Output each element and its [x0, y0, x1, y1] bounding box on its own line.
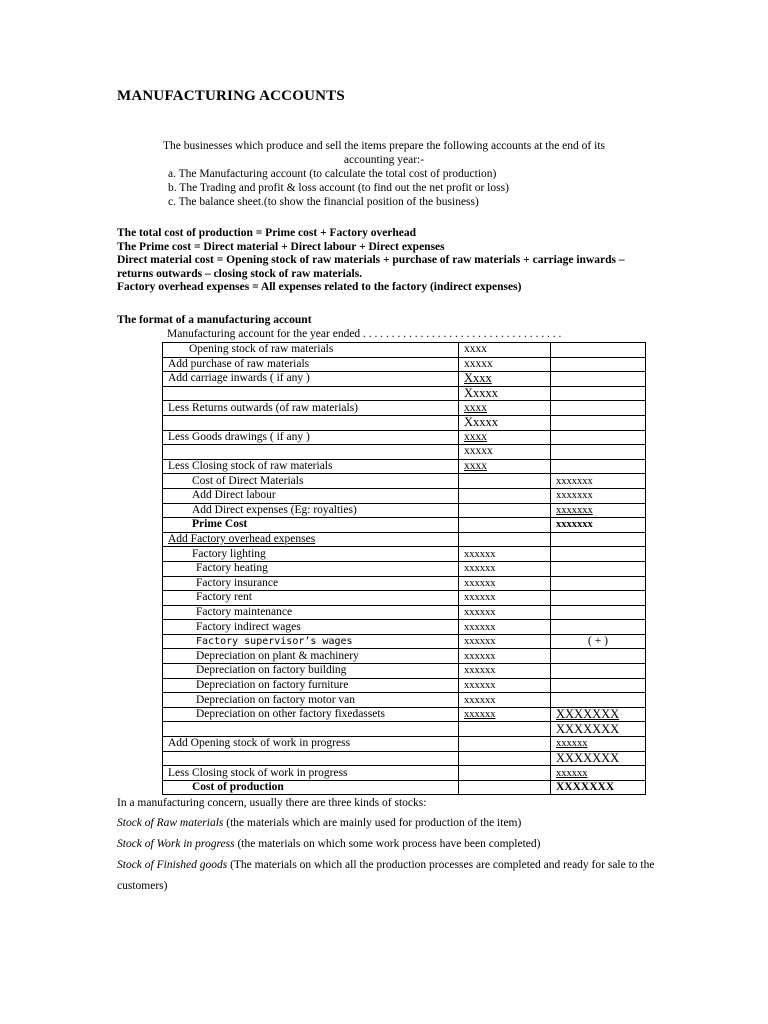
formulas-section [117, 227, 662, 295]
row-amount [459, 474, 551, 489]
row-amount [459, 766, 551, 781]
row-amount: xxxx [459, 430, 551, 445]
row-total [551, 678, 646, 693]
formula-prime-cost: The Prime cost = Direct material + Direct labour + Direct expenses [117, 240, 445, 253]
table-row [163, 693, 646, 708]
table-row [163, 707, 646, 722]
row-amount: xxxxxx [459, 678, 551, 693]
table-row [163, 664, 646, 679]
row-label: Less Returns outwards (of raw materials) [163, 401, 459, 416]
row-total: ( + ) [551, 634, 646, 649]
row-label: Factory lighting [163, 547, 459, 562]
row-label: Cost of production [163, 780, 459, 795]
row-amount: xxxxxx [459, 664, 551, 679]
row-total: xxxxxx [551, 766, 646, 781]
row-total: XXXXXXX [551, 780, 646, 795]
table-row [163, 766, 646, 781]
row-label: Depreciation on factory building [163, 664, 459, 679]
row-label: Cost of Direct Materials [163, 474, 459, 489]
stock-raw-desc: (the materials which are mainly used for production of the item) [223, 817, 522, 829]
row-amount [459, 737, 551, 752]
table-row [163, 751, 646, 766]
row-amount [459, 532, 551, 547]
table-row [163, 780, 646, 795]
row-label: Factory maintenance [163, 605, 459, 620]
table-row [163, 737, 646, 752]
row-amount: xxxx [459, 401, 551, 416]
table-row [163, 518, 646, 533]
table-row [163, 415, 646, 430]
row-total [551, 386, 646, 401]
row-label: Depreciation on plant & machinery [163, 649, 459, 664]
row-total [551, 459, 646, 474]
row-total [551, 649, 646, 664]
row-amount: xxxxxx [459, 693, 551, 708]
row-amount: xxxxxx [459, 620, 551, 635]
table-row [163, 561, 646, 576]
row-label: Depreciation on factory motor van [163, 693, 459, 708]
row-amount [459, 722, 551, 737]
row-amount: xxxx [459, 459, 551, 474]
row-label [163, 445, 459, 460]
accounts-list-item: b. The Trading and profit & loss account (to find out the net profit or loss) [168, 182, 509, 194]
table-row [163, 401, 646, 416]
row-amount: xxxxx [459, 357, 551, 372]
table-row [163, 445, 646, 460]
row-amount: Xxxx [459, 372, 551, 387]
row-label: Factory heating [163, 561, 459, 576]
row-amount: xxxxxx [459, 605, 551, 620]
table-row [163, 372, 646, 387]
table-row [163, 722, 646, 737]
table-row [163, 474, 646, 489]
row-label: Factory supervisor’s wages [163, 634, 459, 649]
row-amount [459, 751, 551, 766]
row-total: xxxxxxx [551, 518, 646, 533]
row-amount [459, 518, 551, 533]
row-label: Add carriage inwards ( if any ) [163, 372, 459, 387]
row-total [551, 664, 646, 679]
row-total [551, 547, 646, 562]
row-amount: xxxxx [459, 445, 551, 460]
formula-factory-overhead: Factory overhead expenses = All expenses related to the factory (indirect expenses) [117, 281, 522, 294]
row-total [551, 430, 646, 445]
intro-section [117, 139, 651, 209]
row-total [551, 576, 646, 591]
row-label: Factory insurance [163, 576, 459, 591]
row-total: XXXXXXX [551, 751, 646, 766]
row-label [163, 722, 459, 737]
row-label: Less Goods drawings ( if any ) [163, 430, 459, 445]
row-total [551, 591, 646, 606]
table-row [163, 532, 646, 547]
table-row [163, 430, 646, 445]
row-amount [459, 488, 551, 503]
table-row [163, 678, 646, 693]
row-total [551, 415, 646, 430]
table-row [163, 576, 646, 591]
stock-wip-desc: (the materials on which some work process have been completed) [234, 838, 541, 850]
stock-fg-desc: (The materials on which all the production processes are completed and ready for sale to the customers) [117, 859, 655, 892]
row-label [163, 386, 459, 401]
stock-wip-term: Stock of Work in progress [117, 838, 235, 850]
table-row [163, 357, 646, 372]
table-row [163, 343, 646, 358]
page-title: MANUFACTURING ACCOUNTS [117, 88, 345, 104]
row-amount [459, 780, 551, 795]
accounts-list-item: c. The balance sheet.(to show the financial position of the business) [168, 196, 479, 208]
stock-fg-term: Stock of Finished goods [117, 859, 228, 871]
row-label: Add Direct expenses (Eg: royalties) [163, 503, 459, 518]
accounts-list-item: a. The Manufacturing account (to calculate the total cost of production) [168, 168, 497, 180]
table-row [163, 591, 646, 606]
table-row [163, 386, 646, 401]
table-row [163, 620, 646, 635]
row-amount: xxxxxx [459, 576, 551, 591]
formula-direct-material: Direct material cost = Opening stock of raw materials + purchase of raw materials + carriage inwards – returns outwards – closing stock of raw materials. [117, 254, 625, 280]
row-total [551, 605, 646, 620]
row-amount: xxxxxx [459, 649, 551, 664]
table-row [163, 488, 646, 503]
row-label: Add purchase of raw materials [163, 357, 459, 372]
row-total [551, 357, 646, 372]
row-amount: xxxxxx [459, 561, 551, 576]
row-total [551, 620, 646, 635]
stocks-intro: In a manufacturing concern, usually there are three kinds of stocks: [117, 797, 427, 809]
row-total: xxxxxx [551, 737, 646, 752]
row-label: Add Factory overhead expenses [163, 532, 459, 547]
row-amount: Xxxxx [459, 415, 551, 430]
intro-line-1: The businesses which produce and sell the items prepare the following accounts at the end of its [163, 140, 605, 152]
row-label: Depreciation on factory furniture [163, 678, 459, 693]
manufacturing-account-table [162, 342, 646, 795]
stocks-section [117, 796, 662, 897]
row-total [551, 532, 646, 547]
row-label: Opening stock of raw materials [163, 343, 459, 358]
row-amount: xxxxxx [459, 634, 551, 649]
table-row [163, 459, 646, 474]
row-total: xxxxxxx [551, 488, 646, 503]
row-amount: Xxxxx [459, 386, 551, 401]
row-amount [459, 503, 551, 518]
row-label [163, 751, 459, 766]
format-title: The format of a manufacturing account [117, 314, 312, 326]
row-label [163, 415, 459, 430]
row-amount: xxxxxx [459, 591, 551, 606]
row-total [551, 401, 646, 416]
row-total: XXXXXXX [551, 722, 646, 737]
stock-raw-term: Stock of Raw materials [117, 817, 224, 829]
row-label: Prime Cost [163, 518, 459, 533]
row-label: Less Closing stock of raw materials [163, 459, 459, 474]
table-row [163, 649, 646, 664]
row-total [551, 343, 646, 358]
row-total: xxxxxxx [551, 474, 646, 489]
table-row [163, 605, 646, 620]
row-amount: xxxxxx [459, 547, 551, 562]
row-amount: xxxx [459, 343, 551, 358]
formula-total-cost: The total cost of production = Prime cost + Factory overhead [117, 227, 417, 239]
table-row [163, 547, 646, 562]
stock-raw-materials [117, 813, 662, 834]
row-label: Less Closing stock of work in progress [163, 766, 459, 781]
row-total [551, 372, 646, 387]
row-label: Factory rent [163, 591, 459, 606]
row-amount: xxxxxx [459, 707, 551, 722]
account-heading: Manufacturing account for the year ended . . . . . . . . . . . . . . . . . . . . . . . . . . . . . . . . . . . [167, 328, 562, 340]
accounts-list [117, 167, 651, 209]
stock-finished-goods [117, 855, 662, 897]
stock-work-in-progress [117, 834, 662, 855]
table-row [163, 634, 646, 649]
row-total: XXXXXXX [551, 707, 646, 722]
row-label: Factory indirect wages [163, 620, 459, 635]
row-total: xxxxxxx [551, 503, 646, 518]
row-label: Add Direct labour [163, 488, 459, 503]
row-total [551, 561, 646, 576]
row-label: Depreciation on other factory fixedassets [163, 707, 459, 722]
table-row [163, 503, 646, 518]
row-total [551, 693, 646, 708]
row-total [551, 445, 646, 460]
row-label: Add Opening stock of work in progress [163, 737, 459, 752]
intro-line-2: accounting year:- [343, 154, 425, 166]
